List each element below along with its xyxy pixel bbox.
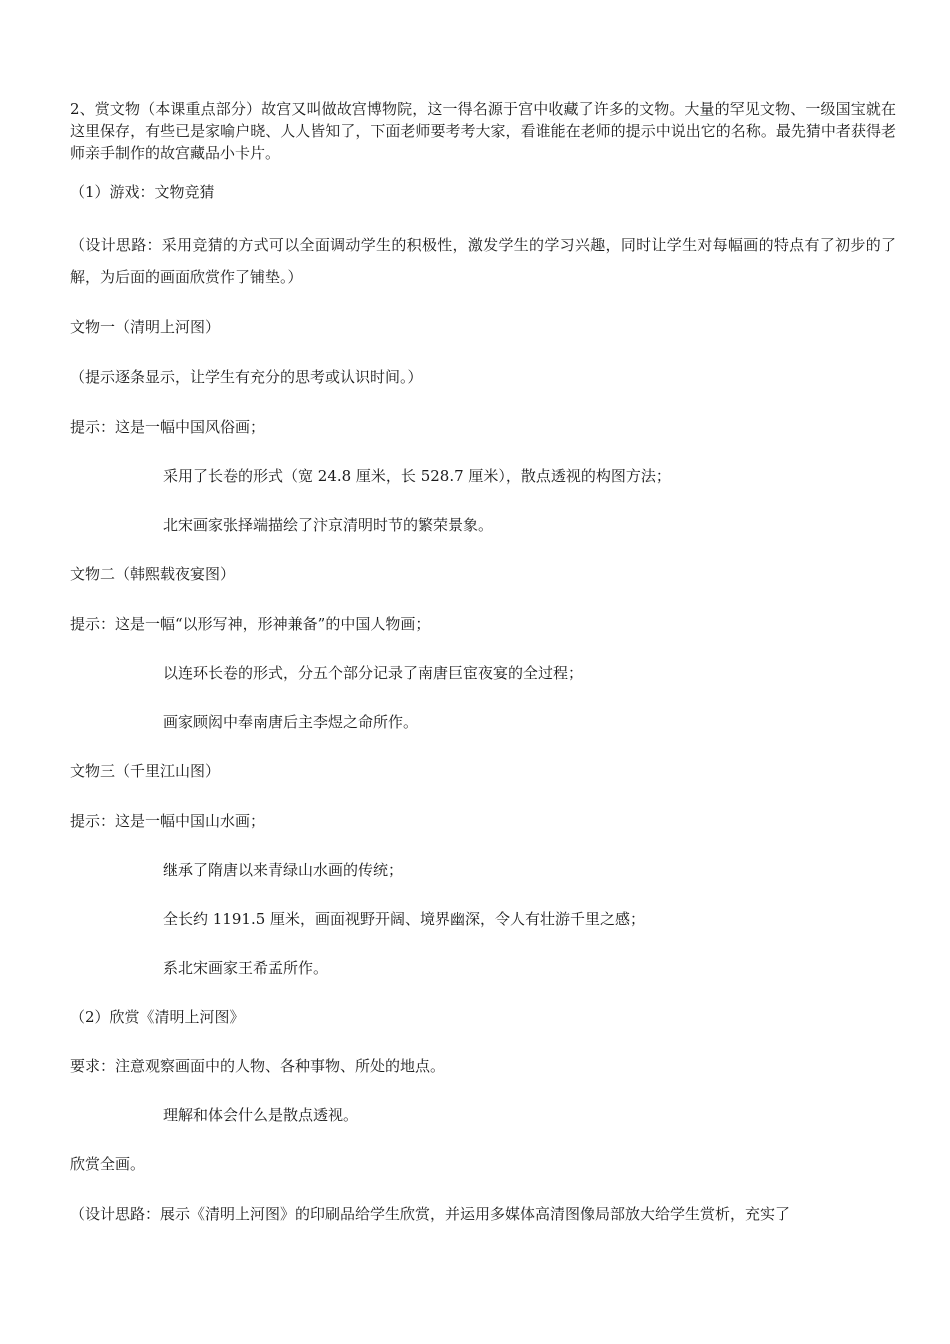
section-2-requirement: 要求：注意观察画面中的人物、各种事物、所处的地点。 [70,1057,446,1075]
relic-1-hint: 提示：这是一幅中国风俗画； [70,418,266,436]
section-1-title: （1）游戏：文物竞猜 [70,183,215,201]
relic-2-title: 文物二（韩熙载夜宴图） [70,565,236,583]
relic-3-detail-2: 全长约 1191.5 厘米，画面视野开阔、境界幽深，令人有壮游千里之感； [163,910,646,928]
design-note-2: （设计思路：展示《清明上河图》的印刷品给学生欣赏，并运用多媒体高清图像局部放大给学生赏析，充实了 [70,1205,791,1223]
relic-2-detail-1: 以连环长卷的形式，分五个部分记录了南唐巨宦夜宴的全过程； [163,664,584,682]
relic-2-detail-2: 画家顾闳中奉南唐后主李煜之命所作。 [163,713,419,731]
design-note-1: （设计思路：采用竞猜的方式可以全面调动学生的积极性，激发学生的学习兴趣，同时让学生对每幅画的特点有了初步的了解，为后面的画面欣赏作了铺垫。） [70,236,896,286]
intro-paragraph: 2、赏文物（本课重点部分）故宫又叫做故宫博物院，这一得名源于宫中收藏了许多的文物。大量的罕见文物、一级国宝就在这里保存，有些已是家喻户晓、人人皆知了，下面老师要考考大家，看谁能在老师的提示中说出它的名称。最先猜中者获得老师亲手制作的故宫藏品小卡片。 [70,100,896,162]
relic-1-detail-2: 北宋画家张择端描绘了汴京清明时节的繁荣景象。 [163,516,494,534]
relic-3-detail-3: 系北宋画家王希孟所作。 [163,959,329,977]
relic-1-title: 文物一（清明上河图） [70,318,221,336]
relic-3-hint: 提示：这是一幅中国山水画； [70,812,266,830]
relic-1-detail-1: 采用了长卷的形式（宽 24.8 厘米，长 528.7 厘米），散点透视的构图方法； [163,467,671,485]
section-2-title: （2）欣赏《清明上河图》 [70,1008,245,1026]
section-2-full-view: 欣赏全画。 [70,1155,146,1173]
relic-1-note: （提示逐条显示，让学生有充分的思考或认识时间。） [70,368,423,386]
relic-2-hint: 提示：这是一幅“以形写神，形神兼备”的中国人物画； [70,615,431,633]
relic-3-title: 文物三（千里江山图） [70,762,221,780]
relic-3-detail-1: 继承了隋唐以来青绿山水画的传统； [163,861,404,879]
section-2-requirement-2: 理解和体会什么是散点透视。 [163,1106,359,1124]
